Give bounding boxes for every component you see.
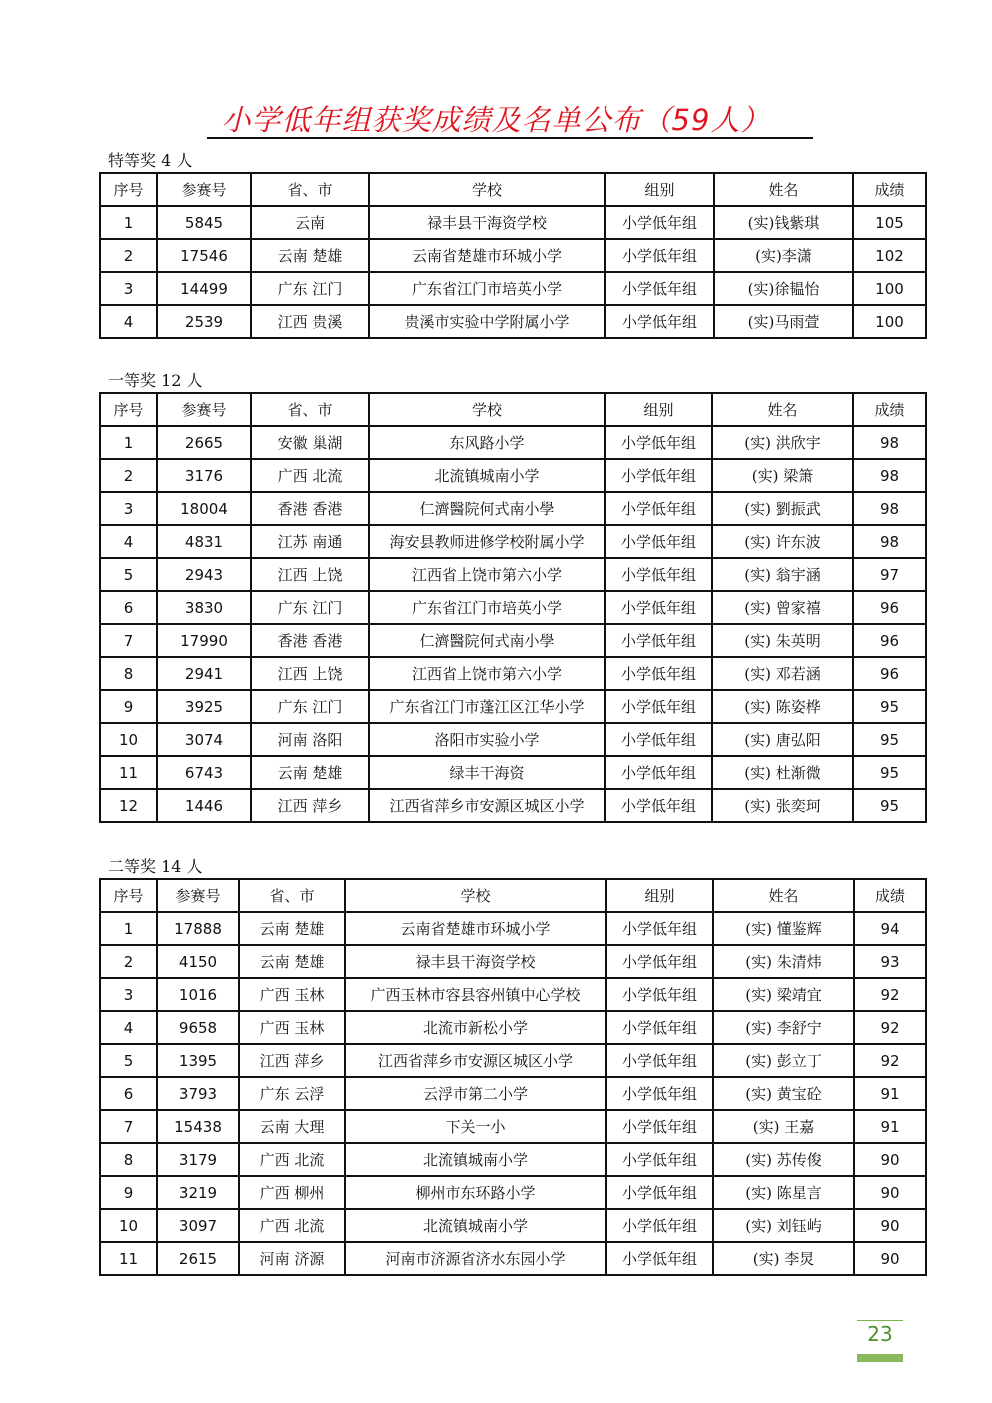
cell-score: 95 (853, 789, 926, 822)
cell-group: 小学低年组 (605, 305, 714, 338)
header-index: 序号 (100, 879, 157, 912)
cell-index: 2 (100, 945, 157, 978)
cell-school: 绿丰干海资 (369, 756, 605, 789)
cell-school: 江西省萍乡市安源区城区小学 (369, 789, 605, 822)
cell-score: 100 (853, 305, 926, 338)
cell-contest-number: 3925 (157, 690, 251, 723)
cell-index: 11 (100, 1242, 157, 1275)
cell-province-city: 云南 楚雄 (239, 945, 345, 978)
table-row (100, 1143, 926, 1176)
cell-index: 7 (100, 624, 157, 657)
cell-school: 广东省江门市蓬江区江华小学 (369, 690, 605, 723)
cell-school: 下关一小 (345, 1110, 606, 1143)
cell-score: 97 (853, 558, 926, 591)
header-group: 组别 (605, 393, 712, 426)
cell-name: (实) 杜渐微 (712, 756, 853, 789)
cell-province-city: 云南 楚雄 (251, 756, 369, 789)
section-label-second-prize: 二等奖 14 人 (108, 857, 203, 876)
cell-school: 禄丰县干海资学校 (345, 945, 606, 978)
cell-school: 贵溪市实验中学附属小学 (369, 305, 605, 338)
cell-school: 海安县教师进修学校附属小学 (369, 525, 605, 558)
header-contest-number: 参赛号 (157, 393, 251, 426)
page-title: 小学低年组获奖成绩及名单公布（59人） (221, 103, 771, 137)
table-row (100, 305, 926, 338)
cell-school: 洛阳市实验小学 (369, 723, 605, 756)
cell-province-city: 广西 北流 (251, 459, 369, 492)
cell-name: (实)徐韫怡 (714, 272, 853, 305)
table-row (100, 272, 926, 305)
cell-name: (实) 朱清炜 (713, 945, 854, 978)
cell-score: 96 (853, 624, 926, 657)
cell-name: (实) 李炅 (713, 1242, 854, 1275)
cell-province-city: 江西 萍乡 (239, 1044, 345, 1077)
table-row (100, 591, 926, 624)
cell-school: 仁濟醫院何式南小學 (369, 492, 605, 525)
cell-group: 小学低年组 (606, 1110, 713, 1143)
cell-province-city: 云南 (251, 206, 369, 239)
cell-index: 9 (100, 690, 157, 723)
cell-name: (实) 苏传俊 (713, 1143, 854, 1176)
table-row (100, 1044, 926, 1077)
table-row (100, 525, 926, 558)
cell-province-city: 江西 贵溪 (251, 305, 369, 338)
cell-contest-number: 2665 (157, 426, 251, 459)
cell-score: 98 (853, 459, 926, 492)
cell-group: 小学低年组 (606, 1176, 713, 1209)
cell-score: 92 (854, 1011, 926, 1044)
cell-school: 云南省楚雄市环城小学 (345, 912, 606, 945)
header-index: 序号 (100, 393, 157, 426)
cell-group: 小学低年组 (606, 1044, 713, 1077)
cell-province-city: 江西 萍乡 (251, 789, 369, 822)
cell-school: 广东省江门市培英小学 (369, 591, 605, 624)
cell-group: 小学低年组 (606, 945, 713, 978)
section-label-first-prize: 一等奖 12 人 (108, 371, 203, 390)
cell-index: 9 (100, 1176, 157, 1209)
header-name: 姓名 (712, 393, 853, 426)
cell-province-city: 广西 玉林 (239, 1011, 345, 1044)
header-contest-number: 参赛号 (157, 879, 239, 912)
header-province-city: 省、市 (239, 879, 345, 912)
cell-index: 3 (100, 978, 157, 1011)
cell-group: 小学低年组 (605, 272, 714, 305)
table-header-row (100, 879, 926, 912)
cell-score: 91 (854, 1077, 926, 1110)
cell-index: 7 (100, 1110, 157, 1143)
cell-index: 2 (100, 459, 157, 492)
cell-score: 102 (853, 239, 926, 272)
table-row (100, 912, 926, 945)
cell-group: 小学低年组 (605, 426, 712, 459)
header-name: 姓名 (714, 173, 853, 206)
table-row (100, 206, 926, 239)
cell-score: 93 (854, 945, 926, 978)
title-underline (207, 137, 813, 139)
cell-group: 小学低年组 (605, 492, 712, 525)
cell-contest-number: 3176 (157, 459, 251, 492)
cell-contest-number: 5845 (157, 206, 251, 239)
cell-contest-number: 3074 (157, 723, 251, 756)
cell-province-city: 广东 云浮 (239, 1077, 345, 1110)
cell-group: 小学低年组 (605, 591, 712, 624)
cell-province-city: 香港 香港 (251, 492, 369, 525)
cell-contest-number: 4150 (157, 945, 239, 978)
cell-province-city: 江苏 南通 (251, 525, 369, 558)
cell-score: 90 (854, 1209, 926, 1242)
cell-contest-number: 2539 (157, 305, 251, 338)
table-row (100, 723, 926, 756)
table-row (100, 690, 926, 723)
cell-name: (实) 黄宝砼 (713, 1077, 854, 1110)
cell-name: (实) 懂鉴辉 (713, 912, 854, 945)
cell-group: 小学低年组 (606, 1209, 713, 1242)
header-contest-number: 参赛号 (157, 173, 251, 206)
table-row (100, 945, 926, 978)
cell-name: (实)李潇 (714, 239, 853, 272)
cell-group: 小学低年组 (605, 525, 712, 558)
cell-name: (实) 曾家禧 (712, 591, 853, 624)
cell-school: 北流市新松小学 (345, 1011, 606, 1044)
cell-score: 96 (853, 591, 926, 624)
cell-name: (实) 朱英明 (712, 624, 853, 657)
cell-school: 广东省江门市培英小学 (369, 272, 605, 305)
table-row (100, 657, 926, 690)
header-score: 成绩 (853, 173, 926, 206)
header-province-city: 省、市 (251, 173, 369, 206)
cell-index: 2 (100, 239, 157, 272)
cell-score: 90 (854, 1242, 926, 1275)
cell-contest-number: 17990 (157, 624, 251, 657)
cell-province-city: 江西 上饶 (251, 558, 369, 591)
cell-group: 小学低年组 (606, 978, 713, 1011)
cell-contest-number: 4831 (157, 525, 251, 558)
cell-name: (实) 梁靖宜 (713, 978, 854, 1011)
header-score: 成绩 (853, 393, 926, 426)
cell-province-city: 广西 北流 (239, 1209, 345, 1242)
cell-index: 1 (100, 426, 157, 459)
cell-contest-number: 17888 (157, 912, 239, 945)
table-row (100, 1110, 926, 1143)
cell-school: 江西省上饶市第六小学 (369, 657, 605, 690)
section-label-special-prize: 特等奖 4 人 (108, 151, 193, 170)
table-row (100, 1011, 926, 1044)
cell-contest-number: 2941 (157, 657, 251, 690)
table-header-row (100, 393, 926, 426)
cell-school: 广西玉林市容县容州镇中心学校 (345, 978, 606, 1011)
header-school: 学校 (345, 879, 606, 912)
cell-group: 小学低年组 (605, 239, 714, 272)
cell-name: (实) 翁宇涵 (712, 558, 853, 591)
cell-group: 小学低年组 (605, 459, 712, 492)
cell-school: 东风路小学 (369, 426, 605, 459)
page-number: 23 (867, 1322, 893, 1346)
page-number-bar (857, 1354, 903, 1362)
table-row (100, 1209, 926, 1242)
table-row (100, 459, 926, 492)
table-row (100, 239, 926, 272)
cell-index: 8 (100, 1143, 157, 1176)
cell-contest-number: 3793 (157, 1077, 239, 1110)
cell-name: (实) 梁箫 (712, 459, 853, 492)
cell-group: 小学低年组 (605, 624, 712, 657)
cell-index: 1 (100, 206, 157, 239)
table-row (100, 624, 926, 657)
cell-province-city: 广东 江门 (251, 272, 369, 305)
cell-name: (实) 唐弘阳 (712, 723, 853, 756)
table-row (100, 789, 926, 822)
cell-school: 北流镇城南小学 (345, 1143, 606, 1176)
cell-score: 90 (854, 1176, 926, 1209)
cell-score: 105 (853, 206, 926, 239)
header-province-city: 省、市 (251, 393, 369, 426)
cell-school: 北流镇城南小学 (345, 1209, 606, 1242)
cell-score: 96 (853, 657, 926, 690)
cell-name: (实)钱紫琪 (714, 206, 853, 239)
table-row (100, 558, 926, 591)
cell-province-city: 广西 玉林 (239, 978, 345, 1011)
cell-province-city: 安徽 巢湖 (251, 426, 369, 459)
cell-contest-number: 2943 (157, 558, 251, 591)
cell-contest-number: 6743 (157, 756, 251, 789)
cell-group: 小学低年组 (606, 1011, 713, 1044)
table-row (100, 426, 926, 459)
cell-contest-number: 15438 (157, 1110, 239, 1143)
cell-score: 90 (854, 1143, 926, 1176)
cell-index: 4 (100, 1011, 157, 1044)
cell-score: 100 (853, 272, 926, 305)
cell-contest-number: 3219 (157, 1176, 239, 1209)
cell-contest-number: 1446 (157, 789, 251, 822)
header-school: 学校 (369, 173, 605, 206)
cell-group: 小学低年组 (606, 1077, 713, 1110)
table-row (100, 756, 926, 789)
cell-name: (实) 彭立丁 (713, 1044, 854, 1077)
cell-school: 云浮市第二小学 (345, 1077, 606, 1110)
cell-group: 小学低年组 (605, 756, 712, 789)
cell-contest-number: 2615 (157, 1242, 239, 1275)
cell-name: (实) 许东波 (712, 525, 853, 558)
cell-index: 5 (100, 558, 157, 591)
table-header-row (100, 173, 926, 206)
cell-name: (实) 陈星言 (713, 1176, 854, 1209)
cell-name: (实) 刘钰屿 (713, 1209, 854, 1242)
cell-province-city: 广西 北流 (239, 1143, 345, 1176)
cell-name: (实) 陈姿桦 (712, 690, 853, 723)
cell-province-city: 香港 香港 (251, 624, 369, 657)
cell-province-city: 云南 大理 (239, 1110, 345, 1143)
cell-province-city: 云南 楚雄 (251, 239, 369, 272)
cell-contest-number: 17546 (157, 239, 251, 272)
cell-province-city: 广东 江门 (251, 690, 369, 723)
cell-group: 小学低年组 (605, 789, 712, 822)
cell-index: 10 (100, 723, 157, 756)
second-prize-table (99, 878, 927, 1276)
header-group: 组别 (605, 173, 714, 206)
header-score: 成绩 (854, 879, 926, 912)
cell-group: 小学低年组 (606, 1242, 713, 1275)
cell-score: 98 (853, 492, 926, 525)
header-school: 学校 (369, 393, 605, 426)
table-row (100, 1077, 926, 1110)
cell-score: 91 (854, 1110, 926, 1143)
cell-name: (实) 张奕珂 (712, 789, 853, 822)
special-prize-table (99, 172, 927, 339)
cell-score: 92 (854, 978, 926, 1011)
cell-school: 禄丰县干海资学校 (369, 206, 605, 239)
cell-name: (实) 劉振武 (712, 492, 853, 525)
cell-province-city: 河南 济源 (239, 1242, 345, 1275)
cell-index: 1 (100, 912, 157, 945)
cell-group: 小学低年组 (605, 690, 712, 723)
header-group: 组别 (606, 879, 713, 912)
cell-school: 柳州市东环路小学 (345, 1176, 606, 1209)
cell-contest-number: 3097 (157, 1209, 239, 1242)
page-number-rule (857, 1320, 903, 1321)
cell-contest-number: 9658 (157, 1011, 239, 1044)
cell-contest-number: 1395 (157, 1044, 239, 1077)
cell-group: 小学低年组 (605, 206, 714, 239)
cell-school: 云南省楚雄市环城小学 (369, 239, 605, 272)
cell-province-city: 云南 楚雄 (239, 912, 345, 945)
cell-contest-number: 3179 (157, 1143, 239, 1176)
cell-name: (实) 洪欣宇 (712, 426, 853, 459)
cell-contest-number: 14499 (157, 272, 251, 305)
header-index: 序号 (100, 173, 157, 206)
cell-school: 仁濟醫院何式南小學 (369, 624, 605, 657)
cell-name: (实) 王嘉 (713, 1110, 854, 1143)
cell-group: 小学低年组 (605, 558, 712, 591)
cell-group: 小学低年组 (605, 723, 712, 756)
cell-index: 6 (100, 591, 157, 624)
cell-school: 河南市济源省济水东园小学 (345, 1242, 606, 1275)
cell-score: 98 (853, 525, 926, 558)
cell-index: 3 (100, 272, 157, 305)
cell-contest-number: 18004 (157, 492, 251, 525)
cell-index: 8 (100, 657, 157, 690)
cell-school: 江西省上饶市第六小学 (369, 558, 605, 591)
cell-group: 小学低年组 (606, 1143, 713, 1176)
cell-contest-number: 1016 (157, 978, 239, 1011)
cell-index: 10 (100, 1209, 157, 1242)
cell-index: 5 (100, 1044, 157, 1077)
cell-score: 92 (854, 1044, 926, 1077)
table-row (100, 1176, 926, 1209)
cell-province-city: 广东 江门 (251, 591, 369, 624)
cell-province-city: 河南 洛阳 (251, 723, 369, 756)
cell-group: 小学低年组 (605, 657, 712, 690)
cell-group: 小学低年组 (606, 912, 713, 945)
header-name: 姓名 (713, 879, 854, 912)
cell-score: 95 (853, 723, 926, 756)
table-row (100, 978, 926, 1011)
cell-contest-number: 3830 (157, 591, 251, 624)
table-row (100, 1242, 926, 1275)
cell-school: 北流镇城南小学 (369, 459, 605, 492)
cell-name: (实) 李舒宁 (713, 1011, 854, 1044)
cell-name: (实)马雨萱 (714, 305, 853, 338)
cell-index: 3 (100, 492, 157, 525)
first-prize-table (99, 392, 927, 823)
cell-school: 江西省萍乡市安源区城区小学 (345, 1044, 606, 1077)
cell-score: 95 (853, 690, 926, 723)
cell-province-city: 江西 上饶 (251, 657, 369, 690)
cell-score: 94 (854, 912, 926, 945)
cell-index: 12 (100, 789, 157, 822)
cell-index: 6 (100, 1077, 157, 1110)
cell-province-city: 广西 柳州 (239, 1176, 345, 1209)
cell-index: 4 (100, 305, 157, 338)
cell-index: 11 (100, 756, 157, 789)
cell-score: 98 (853, 426, 926, 459)
cell-index: 4 (100, 525, 157, 558)
table-row (100, 492, 926, 525)
cell-score: 95 (853, 756, 926, 789)
cell-name: (实) 邓若涵 (712, 657, 853, 690)
